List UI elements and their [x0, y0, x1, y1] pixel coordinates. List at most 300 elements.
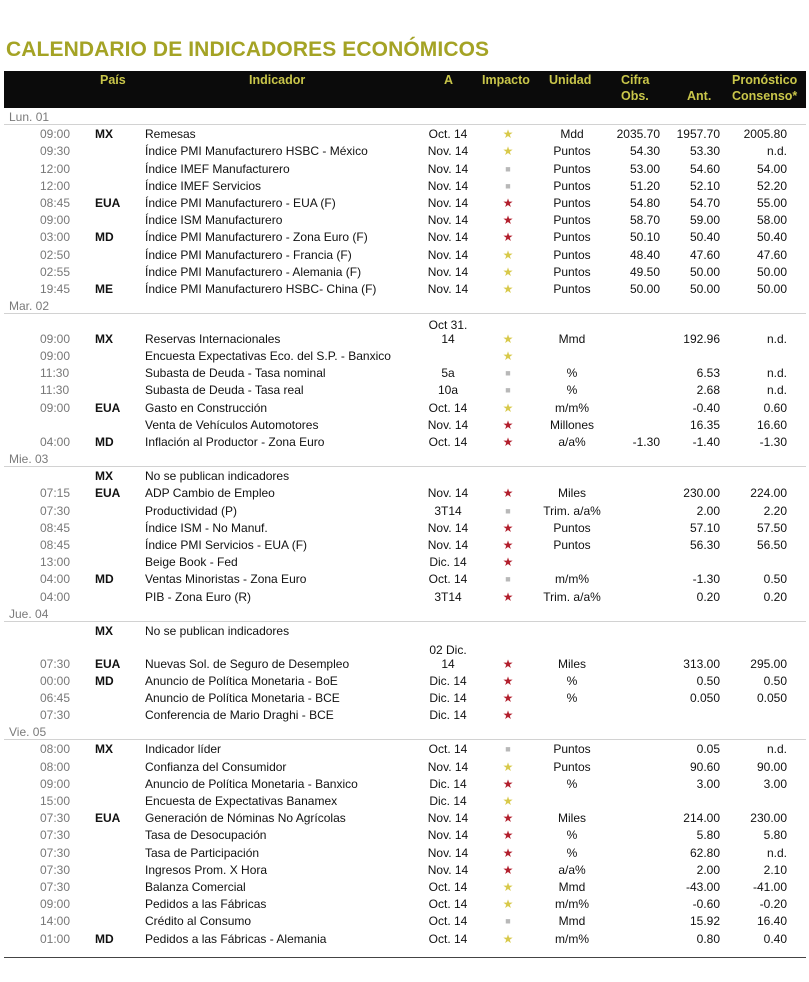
square-gray-icon: ■ [505, 916, 511, 927]
observed-cell: 49.50 [629, 264, 660, 279]
time-cell: 02:55 [40, 264, 71, 279]
period-cell: Nov. 14 [427, 264, 469, 279]
observed-cell: 2035.70 [616, 127, 660, 142]
table-row [0, 912, 809, 929]
consensus-cell: 2.10 [763, 862, 787, 877]
time-cell: 07:30 [40, 503, 71, 518]
table-row [0, 740, 809, 757]
star-gold-icon: ★ [502, 759, 514, 774]
star-gold-icon: ★ [502, 331, 514, 346]
time-cell: 07:30 [40, 862, 71, 877]
period-cell: Nov. 14 [427, 178, 469, 193]
table-row [0, 570, 809, 587]
period-cell: Nov. 14 [427, 247, 469, 262]
time-cell: 11:30 [40, 366, 70, 381]
previous-cell: 192.96 [683, 331, 720, 346]
observed-cell: 54.80 [629, 195, 660, 210]
indicator-cell: Remesas [145, 127, 196, 142]
previous-cell: 59.00 [689, 213, 720, 228]
header-unidad: Unidad [549, 73, 592, 87]
period-cell: Oct. 14 [428, 879, 468, 894]
period-cell: Oct 31. 14 [428, 317, 468, 346]
consensus-cell: 16.60 [756, 417, 787, 432]
period-cell: Dic. 14 [429, 708, 467, 723]
country-cell: EUA [95, 400, 121, 415]
consensus-cell: 0.50 [763, 572, 787, 587]
unit-cell: Puntos [553, 213, 591, 228]
indicator-cell: Índice PMI Manufacturero HSBC- China (F) [145, 281, 377, 296]
unit-cell: Puntos [553, 281, 591, 296]
previous-cell: 15.92 [689, 914, 720, 929]
country-cell: ME [95, 281, 113, 296]
indicator-cell: Tasa de Desocupación [145, 828, 267, 843]
star-red-icon: ★ [502, 776, 514, 791]
period-cell: Dic. 14 [429, 794, 467, 808]
country-cell: EUA [95, 811, 121, 826]
table-row [0, 416, 809, 433]
square-gray-icon: ■ [505, 180, 511, 191]
table-row [0, 433, 809, 450]
table-row [0, 484, 809, 501]
unit-cell: m/m% [555, 931, 589, 946]
time-cell: 04:00 [40, 435, 71, 449]
indicator-cell: Índice PMI Manufacturero - EUA (F) [145, 195, 336, 210]
table-row [0, 861, 809, 878]
country-cell: MX [95, 331, 113, 346]
indicator-cell: No se publican indicadores [145, 623, 290, 638]
unit-cell: Puntos [553, 520, 591, 535]
star-gold-icon: ★ [502, 281, 514, 296]
table-row [0, 639, 809, 672]
previous-cell: 56.30 [689, 537, 720, 552]
indicator-cell: Anuncio de Política Monetaria - BCE [145, 691, 340, 706]
time-cell: 11:30 [40, 383, 70, 398]
indicator-cell: Pedidos a las Fábricas [145, 897, 267, 912]
indicator-cell: Indicador líder [145, 742, 222, 757]
time-cell: 15:00 [40, 794, 71, 808]
consensus-cell: 0.050 [756, 691, 787, 706]
country-cell: MD [95, 435, 114, 449]
time-cell: 06:45 [40, 691, 71, 706]
period-cell: 3T14 [434, 589, 462, 604]
table-row [0, 757, 809, 774]
unit-cell: Mmd [558, 331, 586, 346]
previous-cell: -43.00 [685, 879, 720, 894]
calendar-table [0, 108, 809, 947]
square-gray-icon: ■ [505, 163, 511, 174]
previous-cell: 214.00 [683, 811, 720, 826]
previous-cell: 54.60 [689, 161, 720, 176]
indicator-cell: Índice PMI Manufacturero HSBC - México [145, 144, 368, 159]
unit-cell: Trim. a/a% [543, 589, 601, 604]
previous-cell: -1.40 [692, 435, 720, 449]
header-a: A [444, 73, 454, 87]
header-consenso: Consenso* [732, 89, 798, 103]
star-red-icon: ★ [502, 555, 514, 570]
unit-cell: Puntos [553, 161, 591, 176]
period-cell: Nov. 14 [427, 862, 469, 877]
period-cell: Nov. 14 [427, 486, 469, 501]
consensus-cell: n.d. [766, 331, 787, 346]
time-cell: 09:00 [40, 776, 71, 791]
day-header-row [0, 108, 809, 125]
consensus-cell: 57.50 [756, 520, 787, 535]
unit-cell: % [566, 383, 578, 398]
unit-cell: a/a% [558, 862, 586, 877]
table-row [0, 314, 809, 347]
star-gold-icon: ★ [502, 794, 514, 808]
indicator-cell: No se publican indicadores [145, 469, 290, 484]
time-cell: 01:00 [40, 931, 71, 946]
previous-cell: 16.35 [689, 417, 720, 432]
day-header-row [0, 450, 809, 467]
unit-cell: Puntos [553, 742, 591, 757]
time-cell: 08:45 [40, 537, 71, 552]
unit-cell: m/m% [555, 400, 589, 415]
indicator-cell: Productividad (P) [145, 503, 238, 518]
period-cell: Oct. 14 [428, 400, 468, 415]
consensus-cell: 50.00 [756, 281, 787, 296]
period-cell: Nov. 14 [427, 828, 469, 843]
unit-cell: Puntos [553, 195, 591, 210]
star-red-icon: ★ [502, 230, 514, 245]
previous-cell: 1957.70 [676, 127, 720, 142]
unit-cell: Miles [557, 811, 586, 826]
observed-cell: 50.00 [629, 281, 660, 296]
star-gold-icon: ★ [502, 879, 514, 894]
consensus-cell: 2.20 [763, 503, 787, 518]
star-red-icon: ★ [502, 435, 514, 449]
consensus-cell: n.d. [766, 366, 787, 381]
time-cell: 07:30 [40, 879, 71, 894]
star-red-icon: ★ [502, 520, 514, 535]
indicator-cell: Generación de Nóminas No Agrícolas [145, 811, 346, 826]
observed-cell: 50.10 [629, 230, 660, 245]
indicator-cell: PIB - Zona Euro (R) [145, 589, 252, 604]
indicator-cell: Gasto en Construcción [145, 400, 268, 415]
indicator-cell: Balanza Comercial [145, 879, 246, 894]
unit-cell: Millones [549, 417, 594, 432]
indicator-cell: Reservas Internacionales [145, 331, 281, 346]
header-cifra: Cifra [621, 73, 650, 87]
consensus-cell: -1.30 [759, 435, 787, 449]
indicator-cell: Pedidos a las Fábricas - Alemania [145, 931, 327, 946]
unit-cell: % [566, 673, 578, 688]
time-cell: 04:00 [40, 572, 71, 587]
observed-cell: -1.30 [632, 435, 660, 449]
previous-cell: 54.70 [689, 195, 720, 210]
consensus-cell: 58.00 [756, 213, 787, 228]
period-cell: Dic. 14 [429, 555, 467, 570]
table-row [0, 622, 809, 639]
unit-cell: m/m% [555, 572, 589, 587]
previous-cell: -0.40 [692, 400, 720, 415]
day-header-row [0, 297, 809, 314]
time-cell: 08:00 [40, 759, 71, 774]
consensus-cell: -0.20 [759, 897, 787, 912]
star-gold-icon: ★ [502, 144, 514, 159]
time-cell: 12:00 [40, 178, 71, 193]
time-cell: 07:30 [40, 656, 71, 671]
period-cell: Nov. 14 [427, 537, 469, 552]
consensus-cell: 5.80 [763, 828, 787, 843]
table-row [0, 519, 809, 536]
indicator-cell: Índice ISM Manufacturero [145, 213, 283, 228]
consensus-cell: -41.00 [752, 879, 787, 894]
star-red-icon: ★ [502, 589, 514, 604]
unit-cell: Puntos [553, 264, 591, 279]
previous-cell: -1.30 [692, 572, 720, 587]
period-cell: Nov. 14 [427, 417, 469, 432]
consensus-cell: 0.40 [763, 931, 787, 946]
period-cell: Oct. 14 [428, 572, 468, 587]
table-row [0, 587, 809, 604]
time-cell: 08:45 [40, 520, 71, 535]
header-obs: Obs. [621, 89, 649, 103]
unit-cell: Trim. a/a% [543, 503, 601, 518]
table-row [0, 843, 809, 860]
time-cell: 09:00 [40, 331, 71, 346]
unit-cell: m/m% [555, 897, 589, 912]
star-gold-icon: ★ [502, 897, 514, 912]
star-red-icon: ★ [502, 417, 514, 432]
header-pronostico: Pronóstico [732, 73, 798, 87]
table-row [0, 672, 809, 689]
table-row [0, 159, 809, 176]
period-cell: Nov. 14 [427, 281, 469, 296]
period-cell: 5a [441, 366, 455, 381]
table-row [0, 398, 809, 415]
time-cell: 08:45 [40, 195, 71, 210]
period-cell: Nov. 14 [427, 213, 469, 228]
consensus-cell: n.d. [766, 742, 787, 757]
indicator-cell: Nuevas Sol. de Seguro de Desempleo [145, 656, 350, 671]
unit-cell: Mmd [558, 914, 586, 929]
indicator-cell: Anuncio de Política Monetaria - Banxico [145, 776, 358, 791]
consensus-cell: 0.60 [763, 400, 787, 415]
period-cell: Dic. 14 [429, 673, 467, 688]
observed-cell: 54.30 [629, 144, 660, 159]
table-row [0, 177, 809, 194]
table-row [0, 536, 809, 553]
indicator-cell: ADP Cambio de Empleo [145, 486, 275, 501]
time-cell: 07:30 [40, 828, 71, 843]
star-red-icon: ★ [502, 691, 514, 706]
indicator-cell: Confianza del Consumidor [145, 759, 287, 774]
previous-cell: 53.30 [689, 144, 720, 159]
country-cell: MD [95, 230, 114, 245]
star-red-icon: ★ [502, 213, 514, 228]
time-cell: 04:00 [40, 589, 71, 604]
previous-cell: 230.00 [683, 486, 720, 501]
period-cell: Nov. 14 [427, 230, 469, 245]
table-row [0, 878, 809, 895]
table-row [0, 553, 809, 570]
consensus-cell: 52.20 [756, 178, 787, 193]
unit-cell: % [566, 691, 578, 706]
consensus-cell: 2005.80 [743, 127, 787, 142]
period-cell: Dic. 14 [429, 776, 467, 791]
unit-cell: Puntos [553, 144, 591, 159]
indicator-cell: Ingresos Prom. X Hora [145, 862, 268, 877]
table-row [0, 929, 809, 946]
star-gold-icon: ★ [502, 400, 514, 415]
observed-cell: 53.00 [629, 161, 660, 176]
previous-cell: 90.60 [689, 759, 720, 774]
time-cell: 09:00 [40, 400, 71, 415]
indicator-cell: Ventas Minoristas - Zona Euro [145, 572, 307, 587]
indicator-cell: Beige Book - Fed [145, 555, 238, 570]
star-red-icon: ★ [502, 656, 514, 671]
consensus-cell: 3.00 [763, 776, 787, 791]
table-row [0, 245, 809, 262]
bottom-divider [4, 957, 806, 958]
table-row [0, 347, 809, 364]
period-cell: Oct. 14 [428, 897, 468, 912]
star-red-icon: ★ [502, 537, 514, 552]
time-cell: 14:00 [40, 914, 71, 929]
unit-cell: Miles [557, 486, 586, 501]
previous-cell: 50.00 [689, 264, 720, 279]
star-gold-icon: ★ [502, 349, 514, 364]
consensus-cell: 224.00 [750, 486, 787, 501]
star-gold-icon: ★ [502, 247, 514, 262]
period-cell: Nov. 14 [427, 195, 469, 210]
unit-cell: % [566, 828, 578, 843]
table-row [0, 280, 809, 297]
star-gold-icon: ★ [502, 931, 514, 946]
consensus-cell: 50.40 [756, 230, 787, 245]
consensus-cell: 0.50 [763, 673, 787, 688]
time-cell: 07:15 [40, 486, 71, 501]
previous-cell: 6.53 [696, 366, 720, 381]
table-header [4, 71, 806, 108]
table-row [0, 689, 809, 706]
previous-cell: 0.05 [696, 742, 720, 757]
consensus-cell: 90.00 [756, 759, 787, 774]
square-gray-icon: ■ [505, 505, 511, 516]
table-row [0, 501, 809, 518]
observed-cell: 48.40 [629, 247, 660, 262]
table-row [0, 142, 809, 159]
previous-cell: 0.20 [696, 589, 720, 604]
observed-cell: 58.70 [629, 213, 660, 228]
previous-cell: 0.50 [696, 673, 720, 688]
country-cell: EUA [95, 656, 121, 671]
square-gray-icon: ■ [505, 368, 511, 379]
day-label: Mie. 03 [9, 452, 49, 466]
table-row [0, 228, 809, 245]
previous-cell: 2.00 [696, 503, 720, 518]
country-cell: MD [95, 572, 114, 587]
star-red-icon: ★ [502, 673, 514, 688]
indicator-cell: Índice ISM - No Manuf. [145, 520, 268, 535]
previous-cell: 2.68 [696, 383, 720, 398]
indicator-cell: Encuesta de Expectativas Banamex [145, 794, 338, 808]
previous-cell: 52.10 [689, 178, 720, 193]
table-row [0, 792, 809, 809]
table-row [0, 364, 809, 381]
time-cell: 13:00 [40, 555, 71, 570]
country-cell: EUA [95, 486, 121, 501]
previous-cell: 2.00 [696, 862, 720, 877]
indicator-cell: Subasta de Deuda - Tasa nominal [145, 366, 326, 381]
time-cell: 09:00 [40, 349, 71, 364]
previous-cell: 47.60 [689, 247, 720, 262]
star-red-icon: ★ [502, 195, 514, 210]
star-gold-icon: ★ [502, 127, 514, 142]
time-cell: 19:45 [40, 281, 71, 296]
period-cell: Nov. 14 [427, 845, 469, 860]
unit-cell: % [566, 845, 578, 860]
previous-cell: 57.10 [689, 520, 720, 535]
consensus-cell: 50.00 [756, 264, 787, 279]
day-label: Lun. 01 [9, 110, 50, 124]
period-cell: 02 Dic. 14 [429, 642, 467, 671]
previous-cell: 313.00 [683, 656, 720, 671]
indicator-cell: Crédito al Consumo [145, 914, 252, 929]
header-ant: Ant. [687, 89, 712, 103]
consensus-cell: 16.40 [756, 914, 787, 929]
previous-cell: 62.80 [689, 845, 720, 860]
consensus-cell: 56.50 [756, 537, 787, 552]
indicator-cell: Encuesta Expectativas Eco. del S.P. - Banxico [145, 349, 391, 364]
day-header-row [0, 723, 809, 740]
country-cell: MD [95, 673, 114, 688]
unit-cell: Puntos [553, 537, 591, 552]
time-cell: 09:00 [40, 897, 71, 912]
time-cell: 07:30 [40, 811, 71, 826]
table-row [0, 826, 809, 843]
consensus-cell: n.d. [766, 383, 787, 398]
country-cell: MX [95, 742, 113, 757]
period-cell: Oct. 14 [428, 931, 468, 946]
day-label: Mar. 02 [9, 298, 50, 313]
indicator-cell: Subasta de Deuda - Tasa real [145, 383, 304, 398]
time-cell: 07:30 [40, 845, 71, 860]
period-cell: Nov. 14 [427, 144, 469, 159]
previous-cell: 50.40 [689, 230, 720, 245]
consensus-cell: n.d. [766, 845, 787, 860]
country-cell: MX [95, 469, 113, 484]
indicator-cell: Venta de Vehículos Automotores [145, 417, 319, 432]
indicator-cell: Índice PMI Manufacturero - Alemania (F) [145, 264, 362, 279]
table-row [0, 381, 809, 398]
star-red-icon: ★ [502, 845, 514, 860]
previous-cell: -0.60 [692, 897, 720, 912]
unit-cell: Mmd [558, 879, 586, 894]
country-cell: EUA [95, 195, 121, 210]
table-row [0, 125, 809, 142]
square-gray-icon: ■ [505, 744, 511, 755]
consensus-cell: 0.20 [763, 589, 787, 604]
period-cell: Nov. 14 [427, 811, 469, 826]
unit-cell: Puntos [553, 230, 591, 245]
period-cell: Dic. 14 [429, 691, 467, 706]
indicator-cell: Índice PMI Servicios - EUA (F) [145, 537, 308, 552]
square-gray-icon: ■ [505, 574, 511, 585]
indicator-cell: Anuncio de Política Monetaria - BoE [145, 673, 338, 688]
table-row [0, 775, 809, 792]
table-row [0, 211, 809, 228]
time-cell: 02:50 [40, 247, 71, 262]
unit-cell: a/a% [558, 435, 586, 449]
header-impacto: Impacto [482, 73, 530, 87]
time-cell: 07:30 [40, 708, 71, 723]
period-cell: 10a [437, 383, 459, 398]
unit-cell: Puntos [553, 247, 591, 262]
consensus-cell: 230.00 [750, 811, 787, 826]
